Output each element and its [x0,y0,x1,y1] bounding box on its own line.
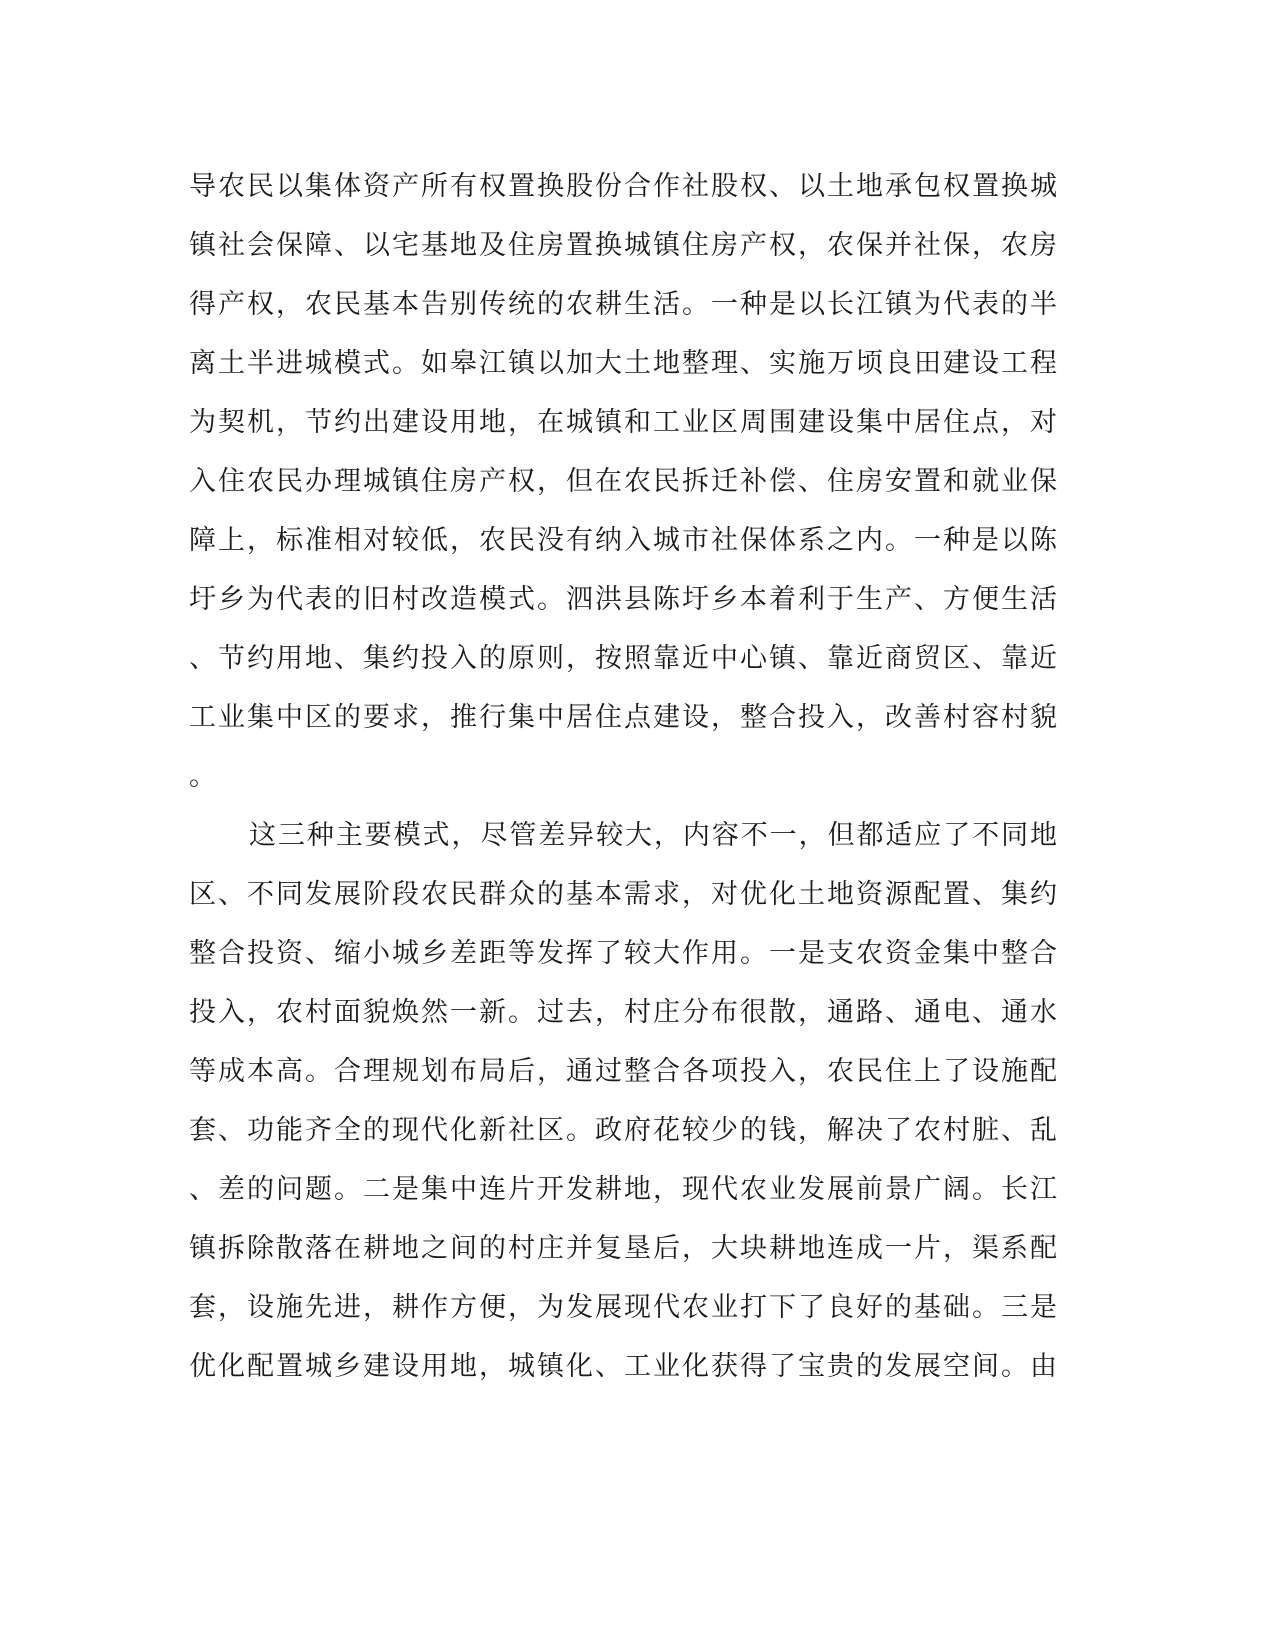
text-line: 套、功能齐全的现代化新社区。政府花较少的钱，解决了农村脏、乱 [189,1115,1059,1146]
paragraph-first-line: 这三种主要模式，尽管差异较大，内容不一，但都适应了不同地 [249,820,1059,851]
text-line: 镇拆除散落在耕地之间的村庄并复垦后，大块耕地连成一片，渠系配 [189,1233,1059,1264]
text-line: 为契机，节约出建设用地，在城镇和工业区周围建设集中居住点，对 [189,407,1059,438]
text-line: 投入，农村面貌焕然一新。过去，村庄分布很散，通路、通电、通水 [189,997,1059,1028]
text-line: 得产权，农民基本告别传统的农耕生活。一种是以长江镇为代表的半 [189,289,1059,320]
text-line: 等成本高。合理规划布局后，通过整合各项投入，农民住上了设施配 [189,1056,1059,1087]
text-line: 圩乡为代表的旧村改造模式。泗洪县陈圩乡本着利于生产、方便生活 [189,584,1059,615]
text-line: 镇社会保障、以宅基地及住房置换城镇住房产权，农保并社保，农房 [189,230,1059,261]
text-line: 。 [189,761,216,792]
text-line: 优化配置城乡建设用地，城镇化、工业化获得了宝贵的发展空间。由 [189,1351,1059,1382]
text-line: 、节约用地、集约投入的原则，按照靠近中心镇、靠近商贸区、靠近 [189,643,1059,674]
text-line: 导农民以集体资产所有权置换股份合作社股权、以土地承包权置换城 [189,171,1059,202]
text-line: 区、不同发展阶段农民群众的基本需求，对优化土地资源配置、集约 [189,879,1059,910]
text-line: 、差的问题。二是集中连片开发耕地，现代农业发展前景广阔。长江 [189,1174,1059,1205]
text-line: 入住农民办理城镇住房产权，但在农民拆迁补偿、住房安置和就业保 [189,466,1059,497]
text-line: 离土半进城模式。如皋江镇以加大土地整理、实施万顷良田建设工程 [189,348,1059,379]
text-line: 套，设施先进，耕作方便，为发展现代农业打下了良好的基础。三是 [189,1292,1059,1323]
text-line: 障上，标准相对较低，农民没有纳入城市社保体系之内。一种是以陈 [189,525,1059,556]
text-line: 整合投资、缩小城乡差距等发挥了较大作用。一是支农资金集中整合 [189,938,1059,969]
text-line: 工业集中区的要求，推行集中居住点建设，整合投入，改善村容村貌 [189,702,1059,733]
